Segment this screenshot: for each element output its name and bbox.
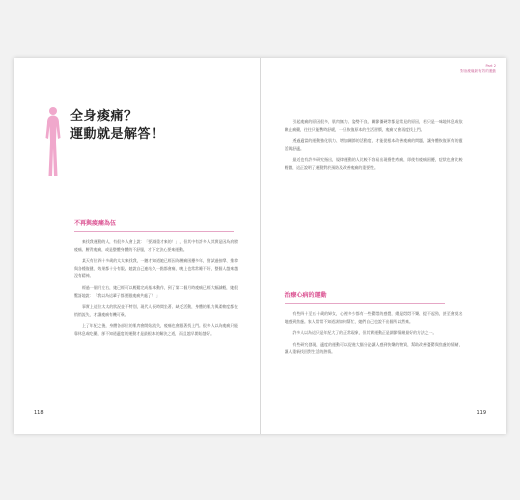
body-paragraph: 事實上這位太太的狀況並不特別，現代人長時間坐著、缺乏活動，身體的肌力與柔軟度都在悄悄流失，才讓痠痛有機可乘。 bbox=[74, 304, 238, 317]
female-body-silhouette-icon bbox=[42, 106, 64, 178]
body-paragraph: 透過適當的運動強化肌力、增加關節的活動度，才能從根本改善痠痛的問題，讓身體恢復原有的靈活與舒適。 bbox=[284, 138, 463, 151]
running-head-part: Part 2 bbox=[485, 64, 496, 68]
section-rule bbox=[285, 303, 445, 304]
body-paragraph: 經過一個月左右，她已經可以輕鬆完成基本動作，到了第二個月時痠痛已經大幅減輕，她很驚訝地說：「我以為這輩子都要跟痠痛共處了！」 bbox=[74, 284, 238, 298]
body-paragraph: 許多人以為這只是年紀大了的正常現象，但其實運動正是調節情緒最好的方法之一。 bbox=[292, 330, 437, 336]
book-spread bbox=[14, 58, 506, 434]
section-rule bbox=[74, 231, 234, 232]
page-number-right: 119 bbox=[476, 410, 486, 416]
body-paragraph: 上了年紀之後，身體各部位的肌肉會開始流失，痠痛也會跟著找上門。很多人以為痠痛只能靠休息或吃藥，卻不知道適度的運動才是最根本的解決之道，而且越早開始越好。 bbox=[74, 323, 238, 336]
left-body-text bbox=[74, 238, 238, 413]
body-paragraph: 最近也有許多研究指出，規律運動的人比較不容易出現慢性疼痛，即使有痠痛困擾，症狀也會比較輕微，這正說明了運動對於預防及改善痠痛的重要性。 bbox=[284, 157, 463, 170]
body-paragraph: 引起痠痛的原因很多，肌肉無力、姿勢不良、關節僵硬等都是常見的原因，若只是一味地休息或依賴止痛藥，往往只能暫時舒緩，一旦恢復原本的生活習慣，痠痛又會再度找上門。 bbox=[284, 119, 463, 132]
body-paragraph: 某天有位四十多歲的太太來找我，一聽才知道她已經因為腰痛困擾多年，嘗試過按摩、推拿與各種復健，效果都十分有限。她說自己連站久一點都會痛，晚上也常常睡不好，整個人越來越沒有精神。 bbox=[74, 258, 238, 279]
body-paragraph: 有些研究發現，適度的運動可以促進大腦分泌讓人感到快樂的物質，幫助改善憂鬱與焦慮的情緒，讓人重新找回對生活的熱情。 bbox=[284, 341, 463, 355]
running-head-chapter: 對治痠痛最有效的運動 bbox=[460, 68, 496, 73]
body-paragraph: 有些四十至五十歲的婦女，心裡多少都有一些鬱悶的感覺，總是悶悶不樂、提不起勁，甚至會莫名地感到焦慮。家人常常不知道該如何幫忙，她們自己也說不出個所以然來。 bbox=[284, 311, 463, 324]
body-paragraph: 來找我運動的人，有很多人會上說：「要減重才來的！」，但其中有許多人其實是因為肩膀痠痛、腰背痠痛，或是整體身體的不舒服，才下定決心要來運動。 bbox=[74, 239, 238, 252]
right-body-text-bottom bbox=[285, 310, 463, 414]
chapter-title-line-2: 運動就是解答！ bbox=[70, 127, 165, 142]
section-heading-mind: 治療心病的運動 bbox=[284, 292, 327, 299]
section-heading-soreness: 不再與痠痛為伍 bbox=[74, 220, 117, 227]
chapter-title-line-1: 全身痠痛？ bbox=[70, 109, 138, 124]
page-number-left: 118 bbox=[34, 410, 44, 416]
running-head bbox=[460, 64, 496, 73]
chapter-title bbox=[70, 108, 165, 144]
right-body-text-top bbox=[285, 118, 463, 246]
left-page bbox=[14, 58, 261, 434]
right-page bbox=[261, 58, 507, 434]
